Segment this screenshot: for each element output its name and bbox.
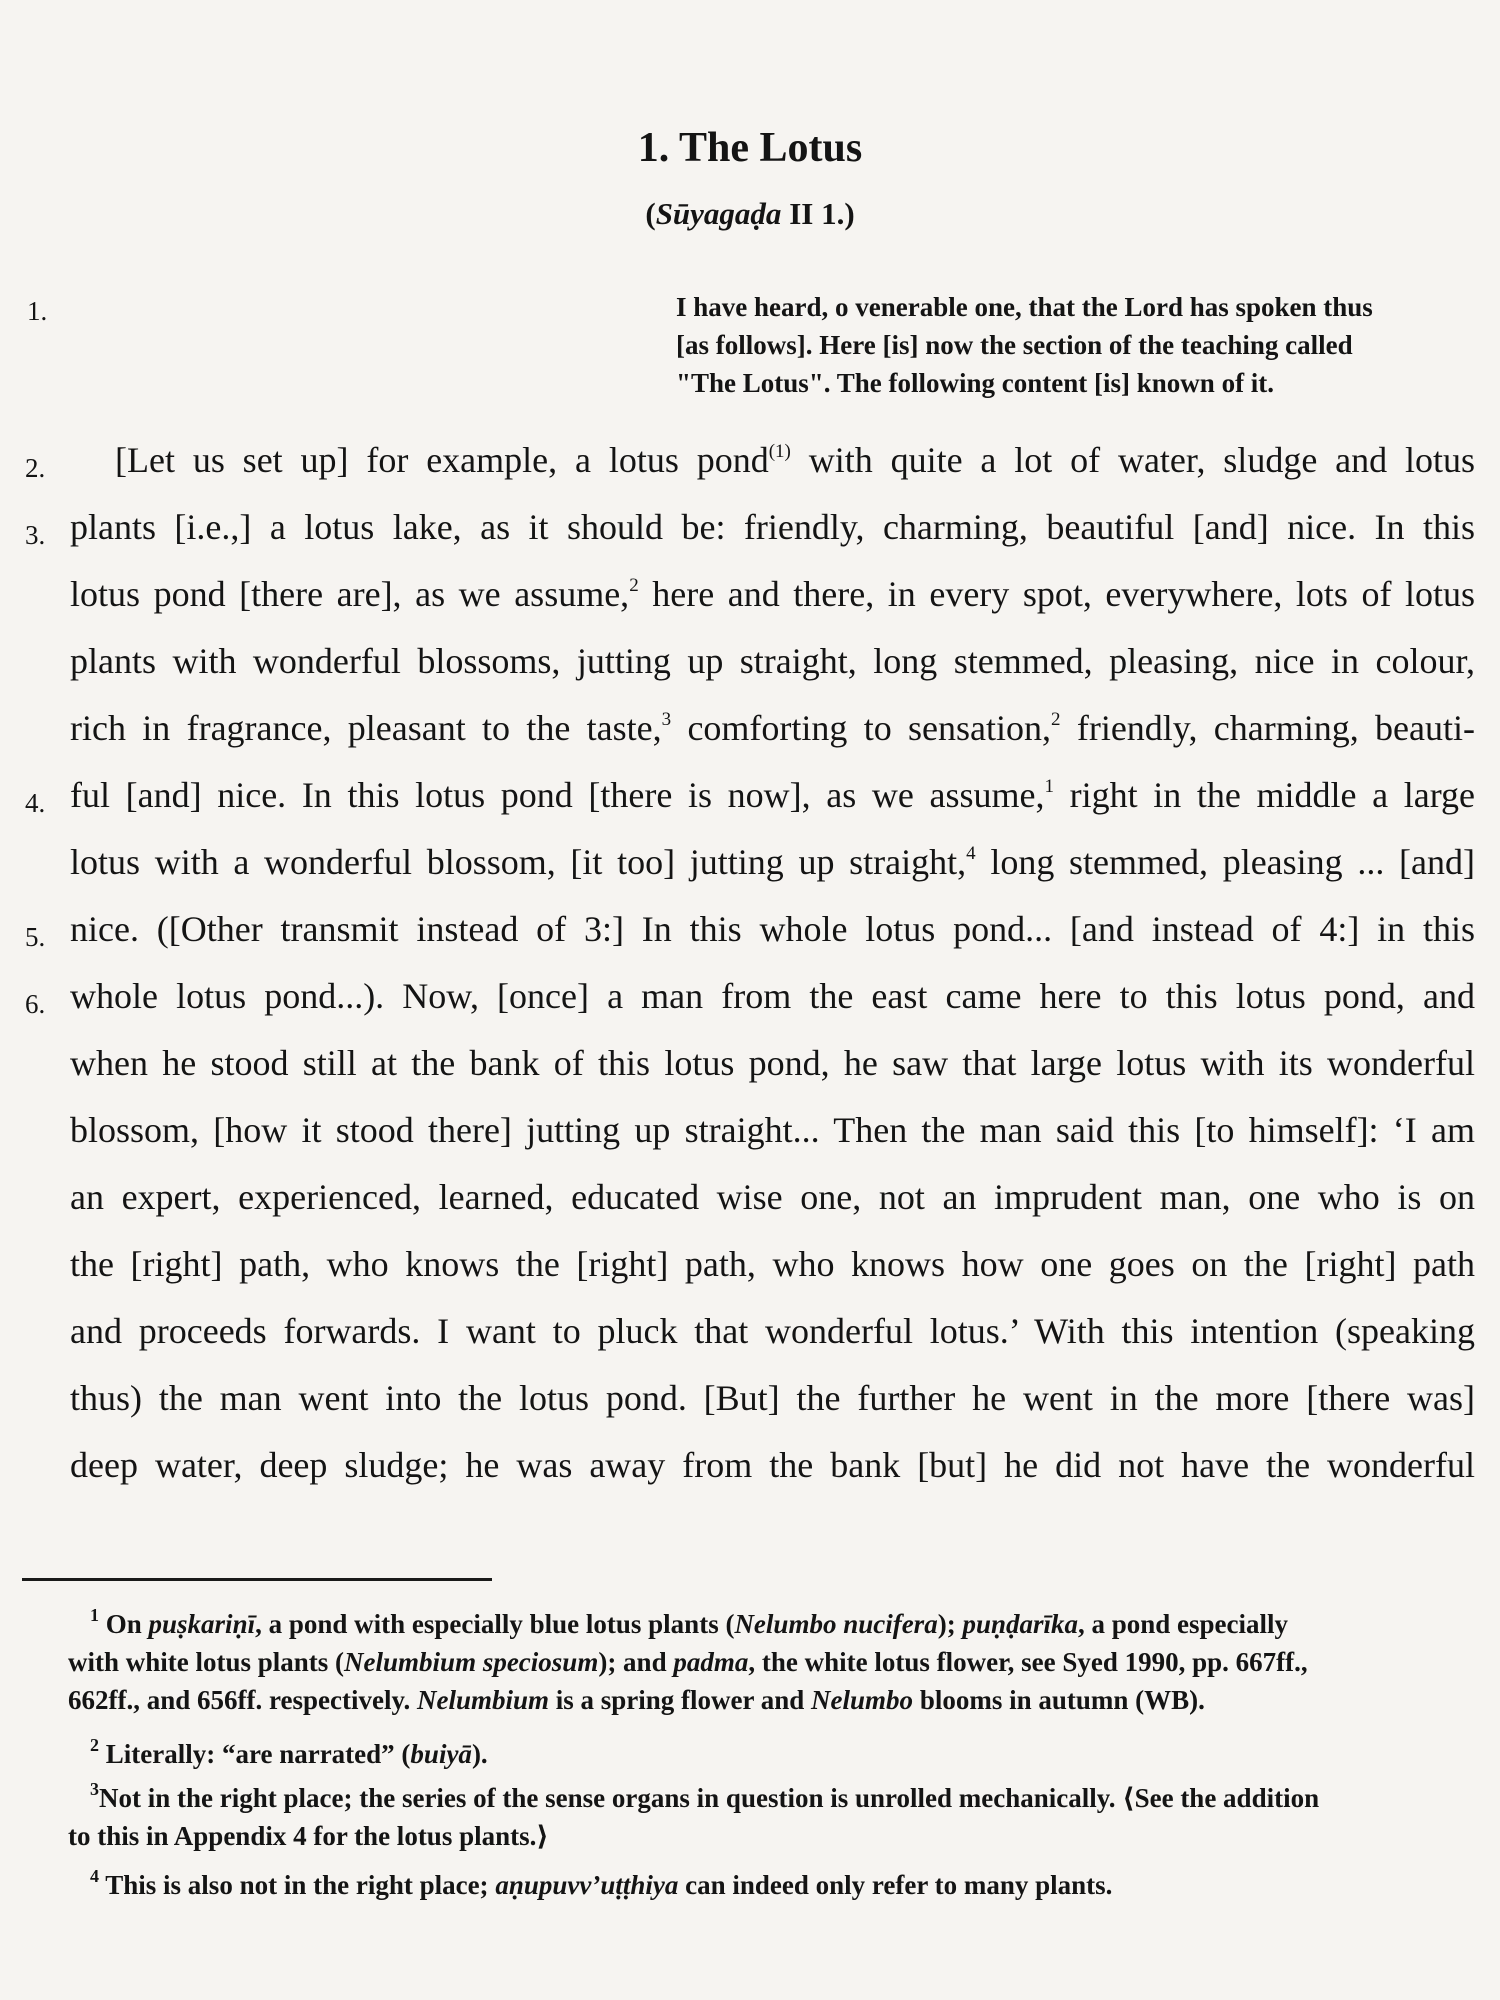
body-line: ful [and] nice. In this lotus pond [there is now], as we assume,$^1$ right in the middle a large bbox=[70, 775, 1476, 815]
body-line: [Let us set up] for example, a lotus pond$^{(1)}$ with quite a lot of water, sludge and lotus bbox=[115, 440, 1475, 480]
body-line: blossom, [how it stood there] jutting up straight... Then the man said this [to himself]: ‘I am bbox=[70, 1110, 1475, 1150]
chapter-subtitle: (Sūyagaḍa II 1.) bbox=[645, 196, 855, 231]
footnote-mark: 2 bbox=[90, 1735, 99, 1755]
footnote-2: $^2$ Literally: “are narrated” (buiyā). bbox=[90, 1735, 488, 1769]
footnote-mark: 3 bbox=[90, 1779, 99, 1799]
intro-line: "The Lotus". The following content [is] known of it. bbox=[676, 368, 1275, 398]
footnote-ref: 3 bbox=[661, 709, 672, 730]
body-line: plants with wonderful blossoms, jutting up straight, long stemmed, pleasing, nice in colour, bbox=[70, 641, 1475, 681]
line-number-3: 3. bbox=[25, 520, 46, 550]
footnote-4: $^4$ This is also not in the right place; aṇupuvv’uṭṭhiya can indeed only refer to many plants. bbox=[90, 1866, 1113, 1900]
body-line: an expert, experienced, learned, educated wise one, not an imprudent man, one who is on bbox=[70, 1177, 1475, 1217]
footnote-ref: 2 bbox=[1051, 709, 1061, 730]
footnote-mark: 1 bbox=[90, 1605, 99, 1625]
body-line: the [right] path, who knows the [right] path, who knows how one goes on the [right] path bbox=[70, 1244, 1475, 1284]
body-line: when he stood still at the bank of this lotus pond, he saw that large lotus with its wonderful bbox=[70, 1043, 1475, 1083]
footnote-ref: 1 bbox=[1044, 776, 1054, 797]
body-line: deep water, deep sludge; he was away from the bank [but] he did not have the wonderful bbox=[70, 1445, 1475, 1485]
footnote-ref: (1) bbox=[768, 441, 791, 462]
footnote-divider bbox=[22, 1578, 492, 1581]
chapter-title: 1. The Lotus bbox=[637, 125, 863, 171]
footnote-1-line: with white lotus plants (Nelumbium speciosum); and padma, the white lotus flower, see Syed 1990, pp. 667ff., bbox=[68, 1647, 1308, 1677]
footnote-3-line: to this in Appendix 4 for the lotus plants.⟩ bbox=[68, 1821, 549, 1851]
body-line: nice. ([Other transmit instead of 3:] In this whole lotus pond... [and instead of 4:] in this bbox=[70, 909, 1475, 949]
body-line: thus) the man went into the lotus pond. [But] the further he went in the more [there was] bbox=[70, 1378, 1475, 1418]
body-line: whole lotus pond...). Now, [once] a man from the east came here to this lotus pond, and bbox=[70, 976, 1475, 1016]
intro-paragraph bbox=[676, 288, 1476, 402]
intro-line: [as follows]. Here [is] now the section of the teaching called bbox=[676, 330, 1353, 360]
line-number-2: 2. bbox=[25, 453, 46, 483]
footnote-ref: 2 bbox=[629, 575, 639, 596]
body-line: and proceeds forwards. I want to pluck that wonderful lotus.’ With this intention (speaking bbox=[70, 1311, 1475, 1351]
footnote-mark: 4 bbox=[90, 1866, 99, 1886]
subtitle-source: Sūyagaḍa bbox=[655, 196, 782, 231]
section-number-1: 1. bbox=[27, 296, 48, 326]
body-line: lotus with a wonderful blossom, [it too] jutting up straight,$^4$ long stemmed, pleasing ... [and] bbox=[70, 842, 1475, 882]
intro-line: I have heard, o venerable one, that the Lord has spoken thus bbox=[676, 292, 1373, 322]
line-number-5: 5. bbox=[25, 922, 46, 952]
line-number-6: 6. bbox=[25, 989, 46, 1019]
body-line: lotus pond [there are], as we assume,$^2$ here and there, in every spot, everywhere, lots of lotus bbox=[70, 574, 1476, 614]
body-line: plants [i.e.,] a lotus lake, as it should be: friendly, charming, beautiful [and] nice. In this bbox=[70, 507, 1475, 547]
footnote-1-line: $^1$ On puṣkariṇī, a pond with especially blue lotus plants (Nelumbo nucifera); puṇḍarīka, a pond especially bbox=[90, 1605, 1289, 1639]
body-line: rich in fragrance, pleasant to the taste,$^3$ comforting to sensation,$^2$ friendly, charming, beauti- bbox=[70, 708, 1475, 748]
footnote-1-line: 662ff., and 656ff. respectively. Nelumbium is a spring flower and Nelumbo blooms in autumn (WB). bbox=[68, 1685, 1205, 1715]
subtitle-reference: II 1.) bbox=[781, 196, 855, 231]
line-number-4: 4. bbox=[25, 788, 46, 818]
footnote-ref: 4 bbox=[966, 843, 976, 864]
footnote-3-line: $^3$Not in the right place; the series of the sense organs in question is unrolled mechanically. ⟨See the addition bbox=[90, 1779, 1320, 1813]
